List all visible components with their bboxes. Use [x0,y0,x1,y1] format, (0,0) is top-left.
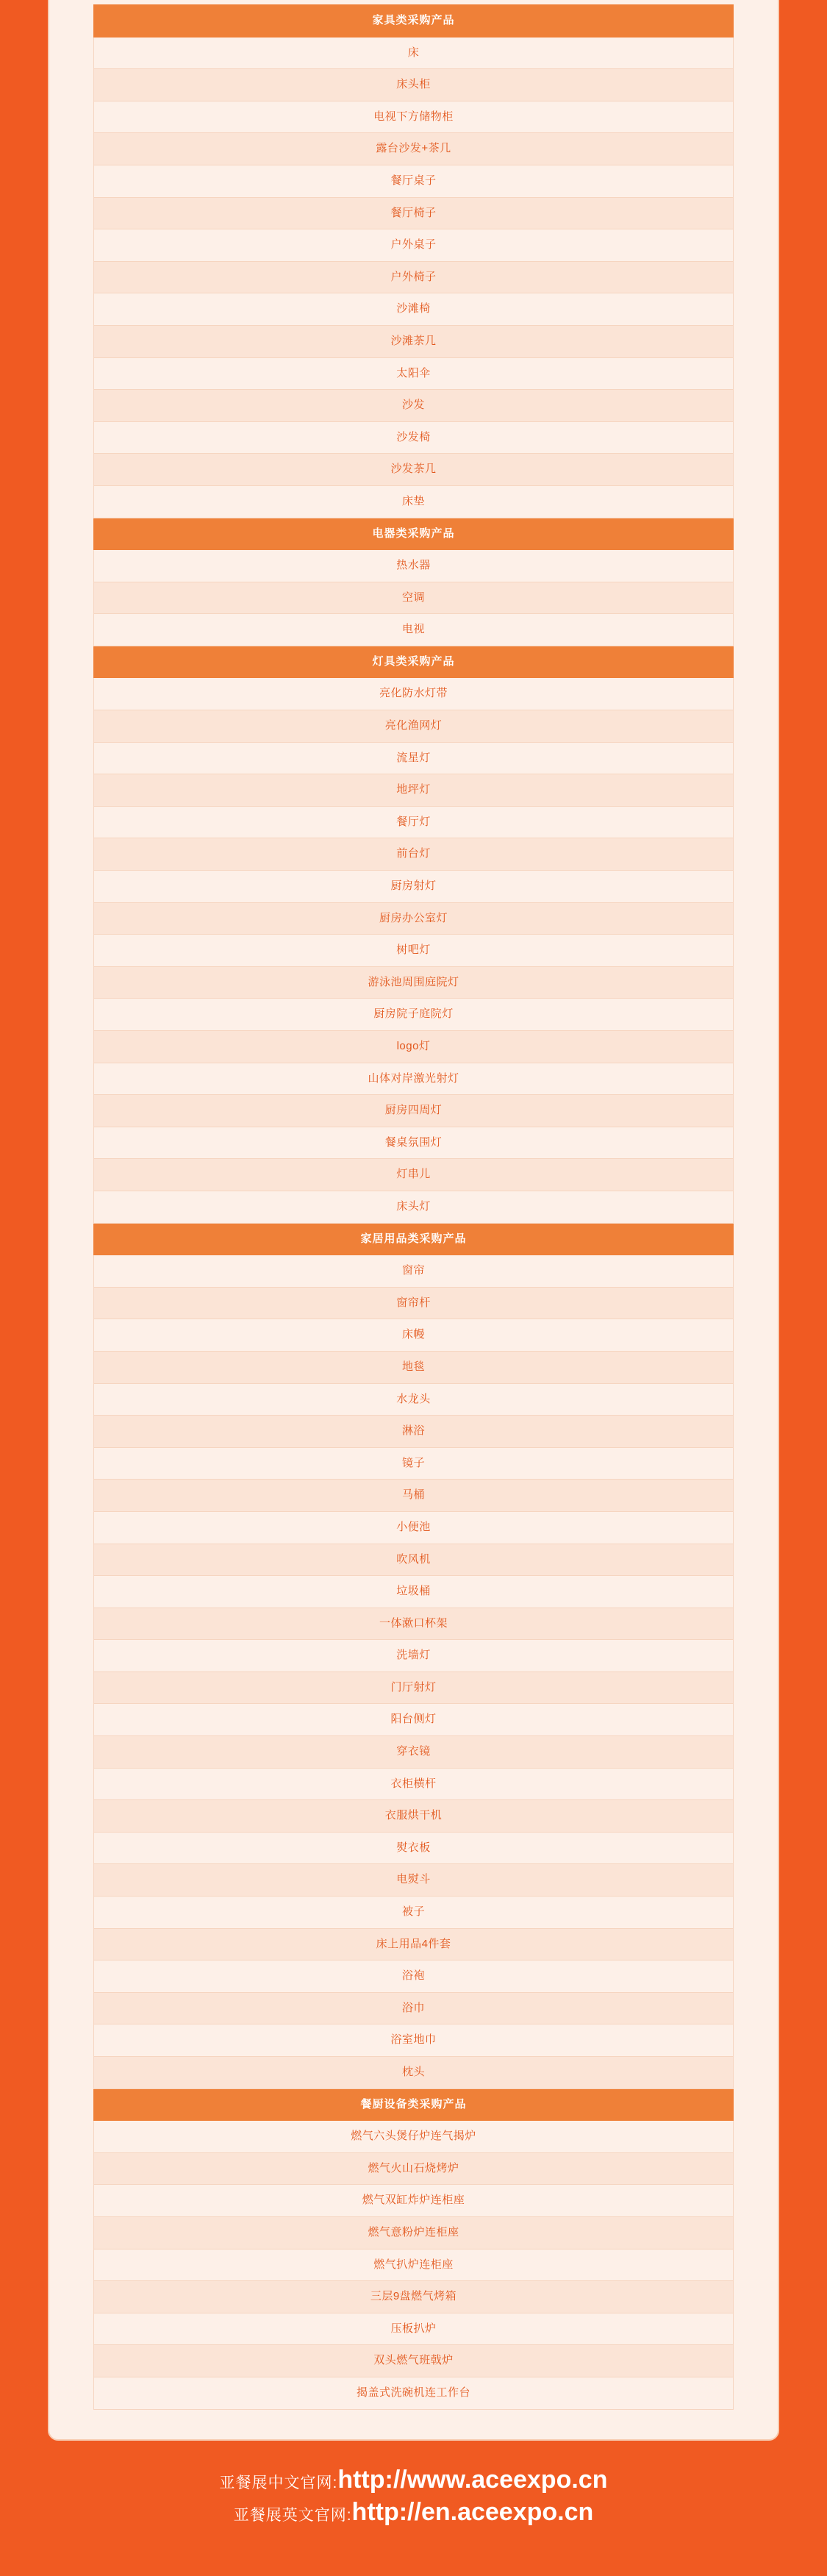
table-row [94,1576,734,1608]
table-cell-product: 一体漱口杯架 [94,1608,734,1640]
table-cell-product: 床头柜 [94,69,734,101]
table-cell-product: 床上用品4件套 [94,1928,734,1960]
table-cell-product: 山体对岸激光射灯 [94,1063,734,1095]
table-row [94,390,734,422]
table-row [94,935,734,967]
table-cell-product: 餐厅灯 [94,806,734,838]
table-row [94,1031,734,1063]
table-row [94,1608,734,1640]
table-cell-product: 沙发茶几 [94,454,734,486]
footer-line-en [32,2498,795,2526]
table-row [94,838,734,871]
table-cell-product: 三层9盘燃气烤箱 [94,2281,734,2313]
table-cell-product: 浴室地巾 [94,2024,734,2057]
table-row [94,101,734,133]
table-row [94,1287,734,1319]
table-cell-product: 马桶 [94,1480,734,1512]
table-row [94,1416,734,1448]
table-row [94,1960,734,1993]
table-row [94,5,734,38]
table-cell-product: 前台灯 [94,838,734,871]
table-row [94,966,734,999]
table-row [94,2281,734,2313]
table-row [94,1992,734,2024]
table-cell-product: 浴袍 [94,1960,734,1993]
table-row [94,1736,734,1769]
table-row [94,2249,734,2281]
table-row [94,1544,734,1576]
table-row [94,1383,734,1416]
table-row [94,2377,734,2409]
table-cell-product: 餐桌氛围灯 [94,1127,734,1159]
table-cell-product: 浴巾 [94,1992,734,2024]
table-row [94,325,734,357]
table-row [94,1255,734,1288]
table-section-header: 家居用品类采购产品 [94,1223,734,1255]
table-cell-product: 户外桌子 [94,229,734,262]
table-cell-product: 地毯 [94,1351,734,1383]
table-cell-product: 厨房院子庭院灯 [94,999,734,1031]
table-cell-product: 燃气意粉炉连柜座 [94,2216,734,2249]
table-row [94,1159,734,1191]
table-section-header: 餐厨设备类采购产品 [94,2088,734,2121]
table-row [94,871,734,903]
table-cell-product: 床幔 [94,1319,734,1352]
table-cell-product: 燃气六头煲仔炉连气揭炉 [94,2121,734,2153]
table-cell-product: 燃气双缸炸炉连柜座 [94,2185,734,2217]
table-cell-product: 衣服烘干机 [94,1800,734,1833]
table-cell-product: 亮化渔网灯 [94,710,734,743]
product-list-card [48,0,779,2441]
product-table-body [94,5,734,2410]
table-row [94,1480,734,1512]
footer-url-en[interactable]: http://en.aceexpo.cn [351,2497,594,2526]
table-cell-product: 床 [94,37,734,69]
footer-label-en: 亚餐展英文官网: [233,2506,352,2524]
table-cell-product: 空调 [94,582,734,614]
table-cell-product: 小便池 [94,1511,734,1544]
table-cell-product: 熨衣板 [94,1832,734,1864]
table-cell-product: 阳台侧灯 [94,1704,734,1736]
table-row [94,646,734,678]
table-cell-product: 户外椅子 [94,261,734,293]
table-cell-product: 沙发椅 [94,421,734,454]
table-row [94,133,734,165]
table-row [94,2088,734,2121]
table-row [94,1319,734,1352]
table-row [94,806,734,838]
table-cell-product: 燃气火山石烧烤炉 [94,2152,734,2185]
table-row [94,261,734,293]
table-row [94,2057,734,2089]
table-cell-product: 沙滩椅 [94,293,734,326]
table-row [94,2313,734,2345]
table-cell-product: 电熨斗 [94,1864,734,1897]
table-row [94,1095,734,1127]
table-row [94,1447,734,1480]
table-cell-product: 餐厅椅子 [94,197,734,229]
table-row [94,1351,734,1383]
table-row [94,582,734,614]
table-cell-product: 压板扒炉 [94,2313,734,2345]
table-row [94,742,734,774]
table-cell-product: 垃圾桶 [94,1576,734,1608]
table-cell-product: 双头燃气班戟炉 [94,2345,734,2377]
table-cell-product: 厨房射灯 [94,871,734,903]
table-row [94,485,734,518]
table-row [94,1800,734,1833]
table-cell-product: logo灯 [94,1031,734,1063]
footer-line-cn [32,2466,795,2494]
table-row [94,2121,734,2153]
table-row [94,774,734,807]
table-row [94,2216,734,2249]
table-cell-product: 淋浴 [94,1416,734,1448]
table-cell-product: 被子 [94,1897,734,1929]
table-cell-product: 树吧灯 [94,935,734,967]
table-row [94,614,734,646]
table-cell-product: 厨房四周灯 [94,1095,734,1127]
table-row [94,37,734,69]
table-row [94,1768,734,1800]
table-cell-product: 衣柜横杆 [94,1768,734,1800]
table-row [94,197,734,229]
table-row [94,229,734,262]
table-section-header: 家具类采购产品 [94,5,734,38]
product-table [93,4,734,2410]
table-cell-product: 沙发 [94,390,734,422]
table-row [94,1191,734,1223]
table-row [94,2345,734,2377]
table-cell-product: 吹风机 [94,1544,734,1576]
table-row [94,69,734,101]
table-cell-product: 门厅射灯 [94,1671,734,1704]
table-row [94,165,734,197]
table-cell-product: 地坪灯 [94,774,734,807]
table-section-header: 电器类采购产品 [94,518,734,550]
table-row [94,1864,734,1897]
table-cell-product: 电视 [94,614,734,646]
table-row [94,1671,734,1704]
table-row [94,1704,734,1736]
table-cell-product: 电视下方储物柜 [94,101,734,133]
table-row [94,1928,734,1960]
table-row [94,710,734,743]
table-row [94,1832,734,1864]
table-cell-product: 热水器 [94,550,734,582]
table-row [94,999,734,1031]
table-row [94,1511,734,1544]
table-row [94,293,734,326]
table-row [94,2185,734,2217]
table-row [94,678,734,710]
table-row [94,2024,734,2057]
table-cell-product: 窗帘 [94,1255,734,1288]
table-row [94,2152,734,2185]
table-row [94,518,734,550]
table-row [94,357,734,390]
table-cell-product: 床垫 [94,485,734,518]
table-cell-product: 燃气扒炉连柜座 [94,2249,734,2281]
table-cell-product: 游泳池周围庭院灯 [94,966,734,999]
table-cell-product: 灯串儿 [94,1159,734,1191]
table-cell-product: 镜子 [94,1447,734,1480]
table-row [94,1897,734,1929]
table-section-header: 灯具类采购产品 [94,646,734,678]
table-cell-product: 流星灯 [94,742,734,774]
table-row [94,1640,734,1672]
table-row [94,550,734,582]
table-cell-product: 厨房办公室灯 [94,902,734,935]
table-cell-product: 亮化防水灯带 [94,678,734,710]
table-cell-product: 穿衣镜 [94,1736,734,1769]
footer-label-cn: 亚餐展中文官网: [219,2474,338,2491]
table-cell-product: 水龙头 [94,1383,734,1416]
table-cell-product: 露台沙发+茶几 [94,133,734,165]
table-row [94,902,734,935]
footer-url-cn[interactable]: http://www.aceexpo.cn [337,2465,608,2494]
footer [32,2441,795,2547]
table-row [94,1127,734,1159]
table-row [94,1223,734,1255]
table-row [94,421,734,454]
table-cell-product: 窗帘杆 [94,1287,734,1319]
table-row [94,1063,734,1095]
table-cell-product: 太阳伞 [94,357,734,390]
table-cell-product: 枕头 [94,2057,734,2089]
table-cell-product: 洗墙灯 [94,1640,734,1672]
table-cell-product: 餐厅桌子 [94,165,734,197]
table-cell-product: 揭盖式洗碗机连工作台 [94,2377,734,2409]
table-cell-product: 沙滩茶几 [94,325,734,357]
table-row [94,454,734,486]
table-cell-product: 床头灯 [94,1191,734,1223]
